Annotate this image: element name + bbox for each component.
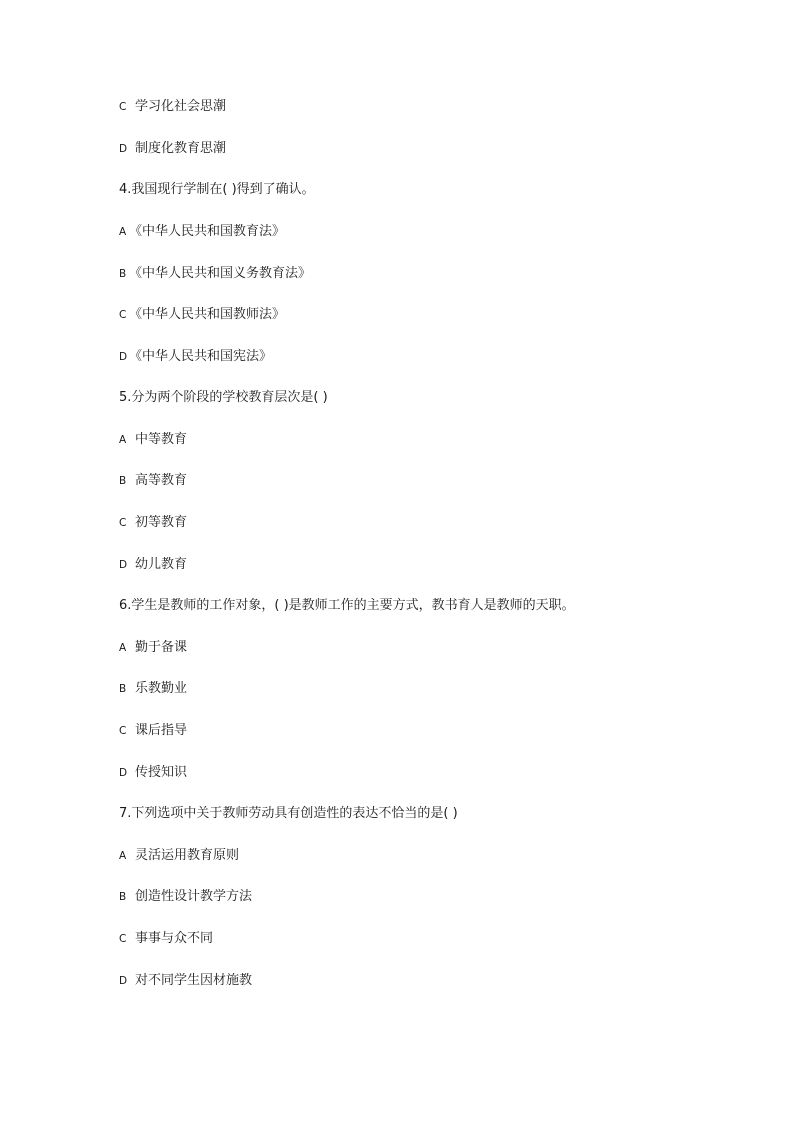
q6-stem [119, 597, 575, 615]
q4-option-a [119, 223, 285, 241]
option-letter: D [119, 767, 128, 779]
q5-stem [119, 389, 328, 407]
option-letter: B [119, 683, 127, 695]
option-letter: D [119, 975, 128, 987]
option-text: 《中华人民共和国教师法》 [129, 307, 286, 322]
option-letter: D [119, 351, 128, 363]
option-letter: B [119, 891, 127, 903]
q5-option-b [119, 472, 187, 490]
option-text: 制度化教育思潮 [135, 141, 227, 156]
q4-option-c [119, 306, 285, 324]
option-text: 初等教育 [135, 515, 188, 530]
q5-option-d [119, 556, 187, 574]
option-letter: A [119, 850, 127, 862]
option-text: 《中华人民共和国教育法》 [129, 224, 286, 239]
option-letter: A [119, 642, 127, 654]
option-letter: C [119, 517, 127, 529]
option-text: 中等教育 [135, 432, 188, 447]
q7-option-b [119, 888, 252, 906]
option-letter: D [119, 143, 128, 155]
option-text: 高等教育 [135, 473, 188, 488]
question-stem: 7.下列选项中关于教师劳动具有创造性的表达不恰当的是( ) [119, 806, 458, 821]
option-text: 幼儿教育 [135, 557, 188, 572]
option-text: 课后指导 [135, 723, 188, 738]
q3-option-d [119, 140, 226, 158]
q5-option-c [119, 514, 187, 532]
q4-option-d [119, 348, 272, 366]
q7-option-d [119, 972, 252, 990]
option-text: 乐教勤业 [135, 681, 188, 696]
option-text: 事事与众不同 [135, 931, 214, 946]
q4-stem [119, 181, 315, 199]
question-stem: 6.学生是教师的工作对象，( )是教师工作的主要方式，教书育人是教师的天职。 [119, 598, 575, 613]
option-text: 《中华人民共和国宪法》 [129, 349, 273, 364]
option-letter: A [119, 226, 127, 238]
q7-option-a [119, 847, 239, 865]
option-letter: B [119, 475, 127, 487]
option-text: 创造性设计教学方法 [135, 889, 253, 904]
option-text: 灵活运用教育原则 [135, 848, 240, 863]
q6-option-d [119, 764, 187, 782]
option-text: 《中华人民共和国义务教育法》 [129, 266, 312, 281]
q4-option-b [119, 265, 311, 283]
option-letter: A [119, 434, 127, 446]
q3-option-c [119, 98, 226, 116]
option-text: 学习化社会思潮 [135, 99, 227, 114]
question-stem: 4.我国现行学制在( )得到了确认。 [119, 182, 315, 197]
option-letter: C [119, 725, 127, 737]
option-letter: B [119, 268, 127, 280]
q6-option-b [119, 680, 187, 698]
q6-option-a [119, 639, 187, 657]
option-text: 对不同学生因材施教 [135, 973, 253, 988]
option-letter: D [119, 559, 128, 571]
q7-stem [119, 805, 458, 823]
option-letter: C [119, 309, 127, 321]
question-stem: 5.分为两个阶段的学校教育层次是( ) [119, 390, 328, 405]
option-letter: C [119, 933, 127, 945]
q6-option-c [119, 722, 187, 740]
option-text: 传授知识 [135, 765, 188, 780]
option-letter: C [119, 101, 127, 113]
q5-option-a [119, 431, 187, 449]
q7-option-c [119, 930, 213, 948]
option-text: 勤于备课 [135, 640, 188, 655]
